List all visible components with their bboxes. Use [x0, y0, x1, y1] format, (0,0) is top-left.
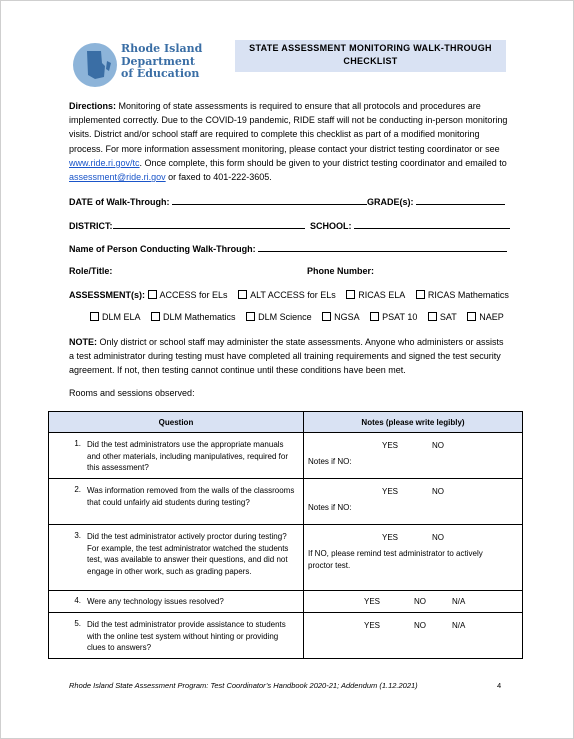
checklist-title: STATE ASSESSMENT MONITORING WALK-THROUGH CHECKLIST	[235, 40, 506, 72]
notes-column-header: Notes (please write legibly)	[304, 412, 523, 433]
no-option[interactable]: NO	[432, 533, 444, 542]
checkbox[interactable]	[370, 312, 379, 321]
checkbox[interactable]	[238, 290, 247, 299]
district-line[interactable]	[113, 219, 305, 229]
checkbox[interactable]	[322, 312, 331, 321]
yes-option[interactable]: YES	[382, 533, 399, 542]
school-label: SCHOOL:	[310, 221, 352, 231]
logo-wordmark: Rhode Island Department of Education	[121, 42, 203, 80]
assessment-label: ASSESSMENT(s):	[69, 290, 146, 300]
notes-cell[interactable]	[304, 591, 523, 613]
question-cell: 1. Did the test administrators use the appropriate manuals and other materials, including manipulatives, required for this assessment?	[49, 433, 304, 479]
checklist-table	[48, 411, 523, 659]
checkbox[interactable]	[467, 312, 476, 321]
yes-option[interactable]: YES	[364, 621, 381, 630]
yes-option[interactable]: YES	[364, 597, 381, 606]
question-cell: 2. Was information removed from the walls of the classrooms that could unfairly aid students during testing?	[49, 479, 304, 525]
assessment-row-1	[69, 290, 517, 300]
option-access-els[interactable]: ACCESS for ELs	[148, 290, 228, 300]
checkbox[interactable]	[416, 290, 425, 299]
checkbox[interactable]	[246, 312, 255, 321]
district-field-row	[69, 219, 510, 231]
page-number: 4	[497, 681, 502, 690]
option-ricas-ela[interactable]: RICAS ELA	[346, 290, 405, 300]
table-row	[49, 591, 523, 613]
notes-if-no-label: Notes if NO:	[308, 457, 352, 466]
notes-cell[interactable]	[304, 613, 523, 659]
no-option[interactable]: NO	[432, 441, 444, 450]
question-column-header: Question	[49, 412, 304, 433]
question-cell: 3. Did the test administrator actively proctor during testing? For example, the test administrator watched the students test, was available to answer their questions, and did not engage in other work, such as grading papers.	[49, 525, 304, 591]
role-label: Role/Title:	[69, 266, 113, 276]
question-cell: 5. Did the test administrator provide assistance to students with the online test system without hinting or providing clues to answers?	[49, 613, 304, 659]
yes-option[interactable]: YES	[382, 487, 399, 496]
table-row	[49, 433, 523, 479]
option-dlm-science[interactable]: DLM Science	[246, 312, 312, 322]
notes-cell[interactable]	[304, 433, 523, 479]
checkbox[interactable]	[151, 312, 160, 321]
table-row	[49, 525, 523, 591]
checkbox[interactable]	[346, 290, 355, 299]
ride-tc-link[interactable]: www.ride.ri.gov/tc	[69, 157, 140, 168]
checkbox[interactable]	[90, 312, 99, 321]
option-psat10[interactable]: PSAT 10	[370, 312, 417, 322]
na-option[interactable]: N/A	[452, 621, 466, 630]
table-row	[49, 613, 523, 659]
question-cell: 4. Were any technology issues resolved?	[49, 591, 304, 613]
note-paragraph: NOTE: Only district or school staff may administer the state assessments. Anyone who administers or assists a test administrator during testing must have completed all training requirements and signed the test security agreement. If not, then testing cannot continue until these conditions have been met.	[69, 337, 504, 376]
no-option[interactable]: NO	[414, 621, 426, 630]
person-label: Name of Person Conducting Walk-Through:	[69, 244, 256, 254]
person-line[interactable]	[258, 242, 507, 252]
date-field-row	[69, 195, 505, 207]
district-label: DISTRICT:	[69, 221, 113, 231]
checkbox[interactable]	[148, 290, 157, 299]
school-line[interactable]	[354, 219, 510, 229]
option-sat[interactable]: SAT	[428, 312, 457, 322]
option-dlm-math[interactable]: DLM Mathematics	[151, 312, 236, 322]
date-line[interactable]	[172, 195, 367, 205]
assessment-email-link[interactable]: assessment@ride.ri.gov	[69, 172, 166, 183]
option-naep[interactable]: NAEP	[467, 312, 504, 322]
table-row	[49, 479, 523, 525]
notes-cell[interactable]	[304, 525, 523, 591]
na-option[interactable]: N/A	[452, 597, 466, 606]
rooms-observed-label: Rooms and sessions observed:	[69, 388, 195, 398]
option-alt-access-els[interactable]: ALT ACCESS for ELs	[238, 290, 336, 300]
option-ricas-math[interactable]: RICAS Mathematics	[416, 290, 509, 300]
directions-paragraph: Directions: Monitoring of state assessments is required to ensure that all protocols and procedures are implemented correctly. Due to the COVID-19 pandemic, RIDE staff will not be conducting in-person monitoring visits. District and/or school staff are required to complete this checklist as part of a modified monitoring process. For more information assessment monitoring, please contact your district testing coordinator or see www.ride.ri.gov/tc. Once complete, this form should be given to your district testing coordinator and emailed to assessment@ride.ri.gov or faxed to 401-222-3605.	[69, 101, 508, 183]
rhode-island-seal-icon	[71, 41, 119, 89]
ride-logo	[71, 41, 221, 89]
no-option[interactable]: NO	[432, 487, 444, 496]
notes-cell[interactable]	[304, 479, 523, 525]
phone-label: Phone Number:	[307, 266, 375, 276]
notes-if-no-label: Notes if NO:	[308, 503, 352, 512]
assessment-row-2	[90, 312, 512, 322]
table-header-row	[49, 412, 523, 433]
grades-label: GRADE(s):	[367, 197, 414, 207]
no-option[interactable]: NO	[414, 597, 426, 606]
footer-text: Rhode Island State Assessment Program: Test Coordinator’s Handbook 2020-21; Addendum (1.12.2021)	[69, 681, 418, 690]
date-label: DATE of Walk-Through:	[69, 197, 170, 207]
option-ngsa[interactable]: NGSA	[322, 312, 360, 322]
proctor-reminder: If NO, please remind test administrator to actively proctor test.	[308, 549, 483, 570]
checkbox[interactable]	[428, 312, 437, 321]
yes-option[interactable]: YES	[382, 441, 399, 450]
option-dlm-ela[interactable]: DLM ELA	[90, 312, 141, 322]
person-field-row	[69, 242, 507, 254]
grades-line[interactable]	[416, 195, 505, 205]
